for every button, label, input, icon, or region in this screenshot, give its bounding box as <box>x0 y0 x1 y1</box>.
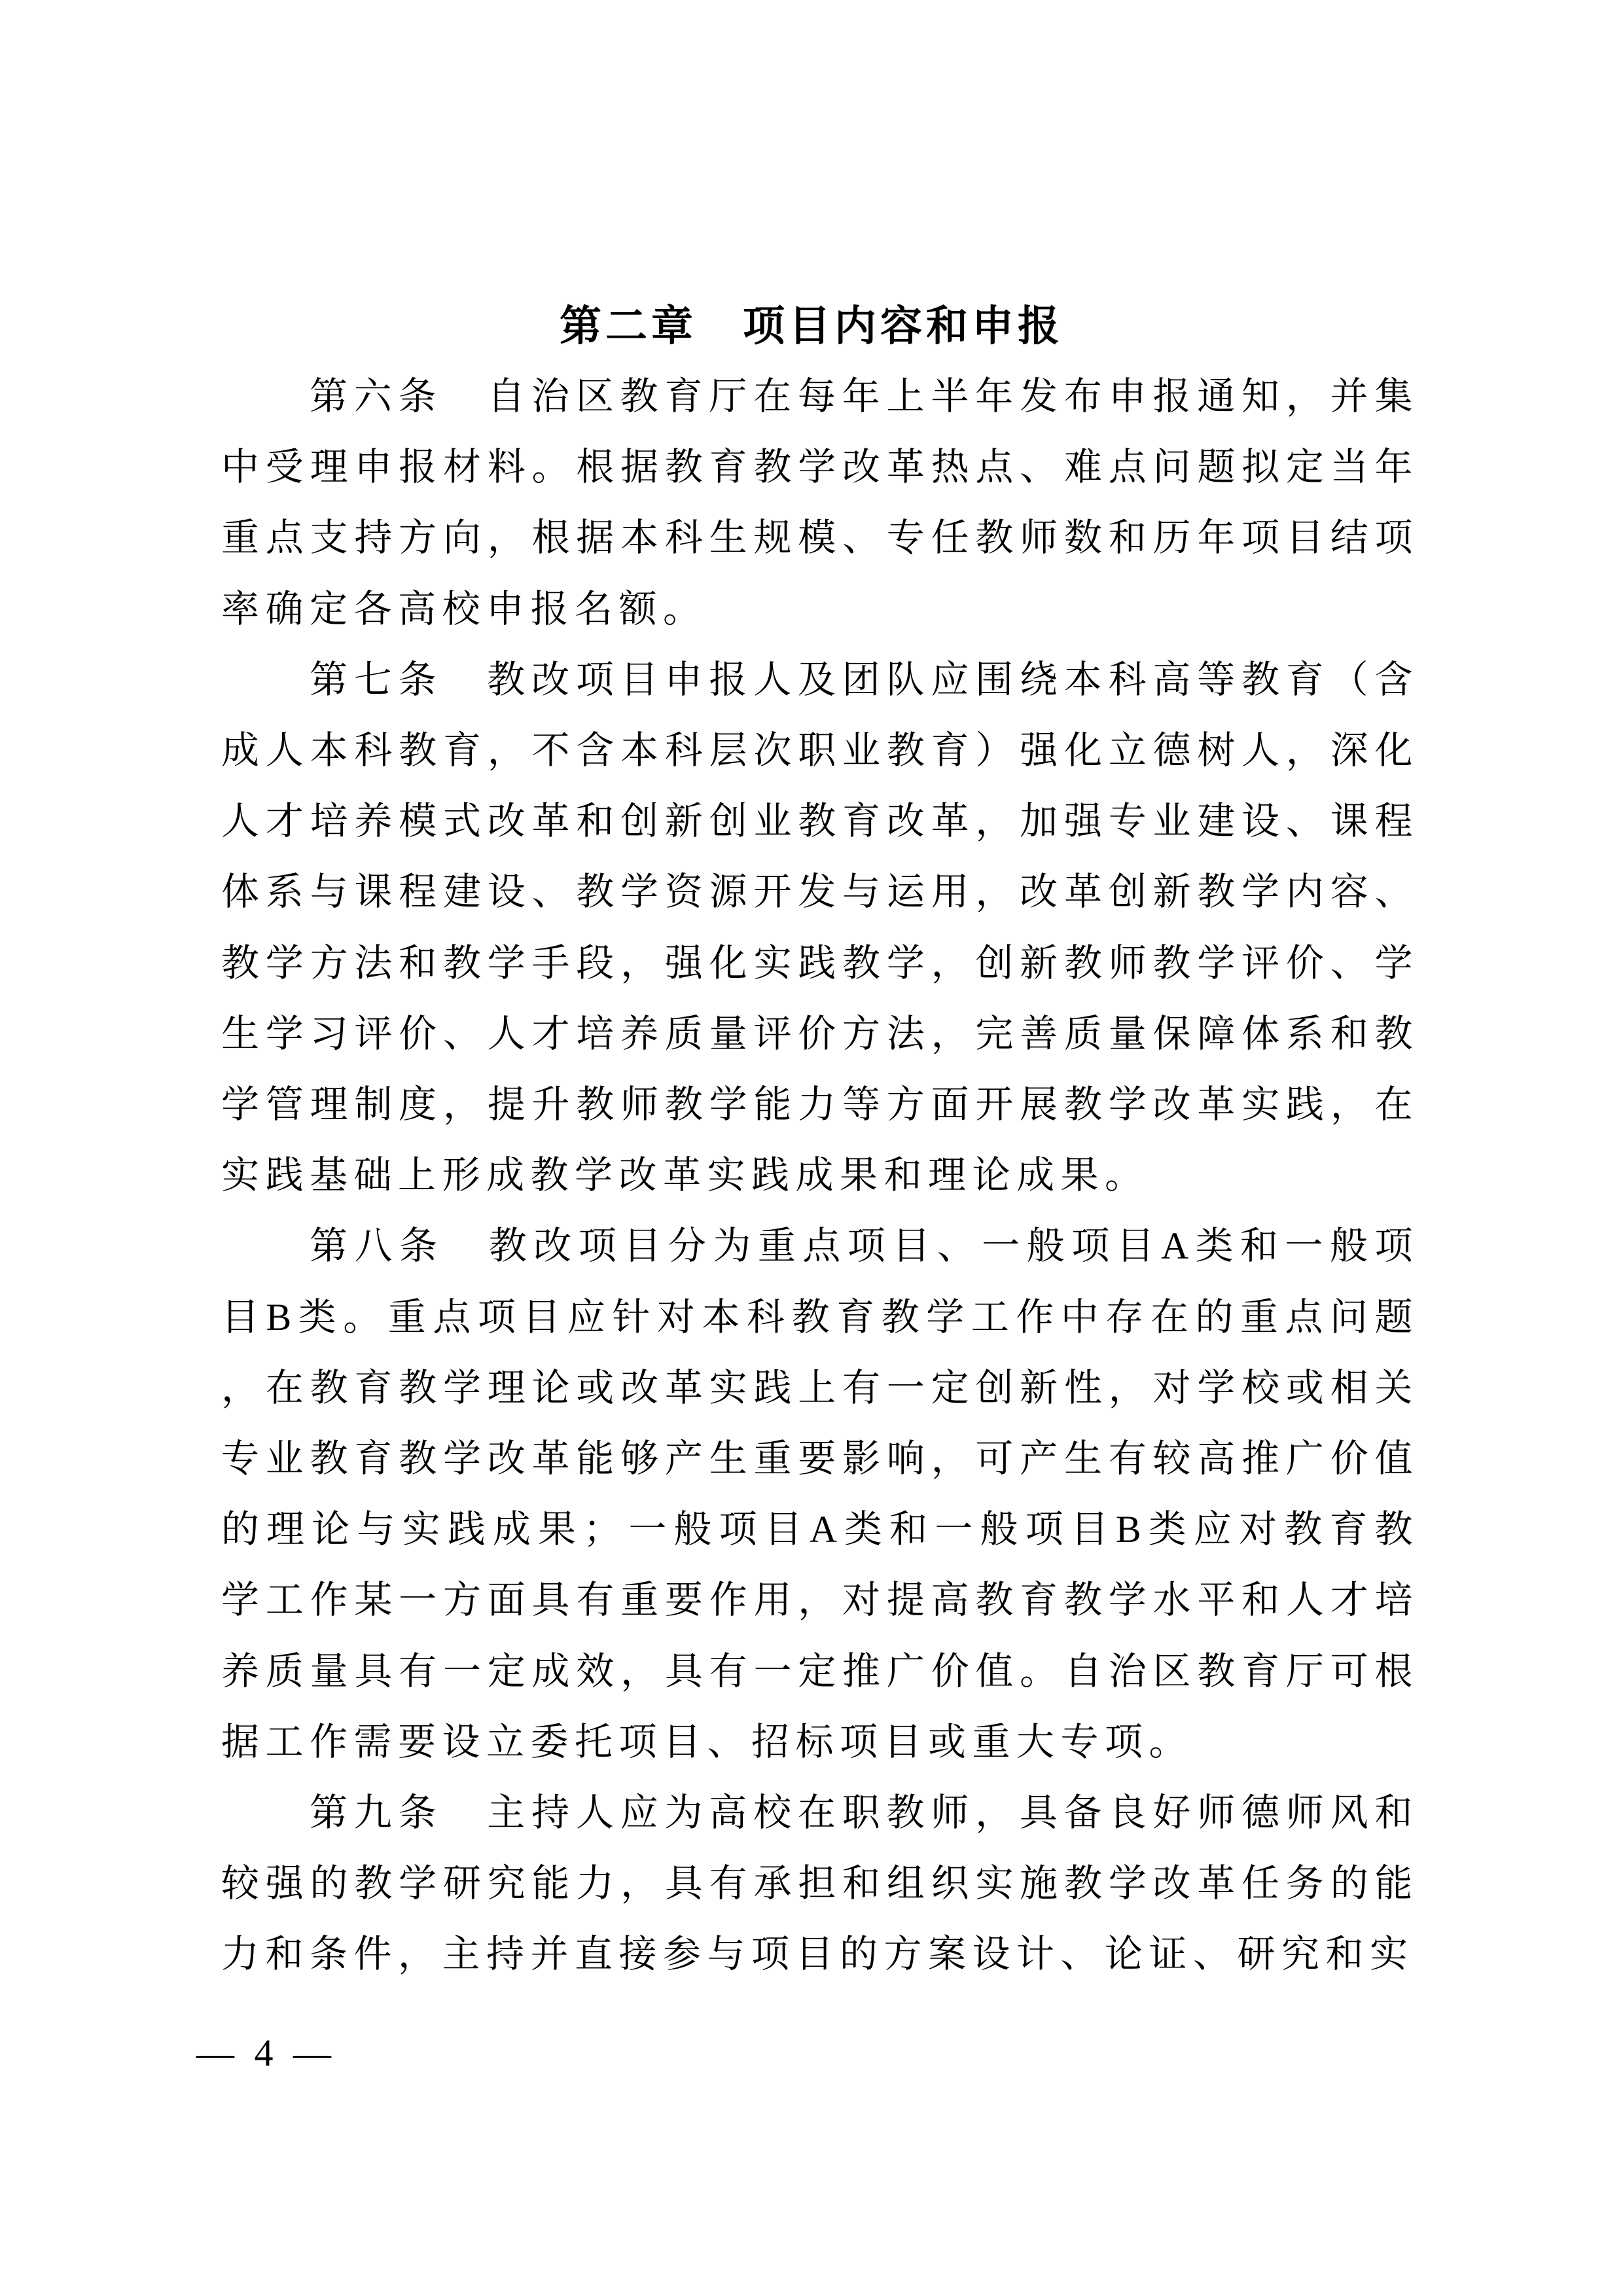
article-paragraph-8: 第八条 教改项目分为重点项目、一般项目A类和一般项目B类。重点项目应针对本科教育教学工作中存在的重点问题，在教育教学理论或改革实践上有一定创新性，对学校或相关专业教育教学改革能够产生重要影响，可产生有较高推广价值的理论与实践成果；一般项目A类和一般项目B类应对教育教学工作某一方面具有重要作用，对提高教育教学水平和人才培养质量具有一定成效，具有一定推广价值。自治区教育厅可根据工作需要设立委托项目、招标项目或重大专项。 <box>221 1225 1419 1763</box>
chapter-heading: 第二章 项目内容和申报 <box>560 302 1063 350</box>
article-paragraph-6: 第六条 自治区教育厅在每年上半年发布申报通知，并集中受理申报材料。根据教育教学改革热点、难点问题拟定当年重点支持方向，根据本科生规模、专任教师数和历年项目结项率确定各高校申报名额。 <box>221 375 1419 630</box>
document-body <box>221 361 1419 1990</box>
article-paragraph-9: 第九条 主持人应为高校在职教师，具备良好师德师风和较强的教学研究能力，具有承担和组织实施教学改革任务的能力和条件，主持并直接参与项目的方案设计、论证、研究和实 <box>221 1791 1419 1976</box>
article-paragraph-7: 第七条 教改项目申报人及团队应围绕本科高等教育（含成人本科教育，不含本科层次职业教育）强化立德树人，深化人才培养模式改革和创新创业教育改革，加强专业建设、课程体系与课程建设、教学资源开发与运用，改革创新教学内容、教学方法和教学手段，强化实践教学，创新教师教学评价、学生学习评价、人才培养质量评价方法，完善质量保障体系和教学管理制度，提升教师教学能力等方面开展教学改革实践，在实践基础上形成教学改革实践成果和理论成果。 <box>221 658 1419 1197</box>
page-number: — 4 — <box>196 2032 336 2074</box>
